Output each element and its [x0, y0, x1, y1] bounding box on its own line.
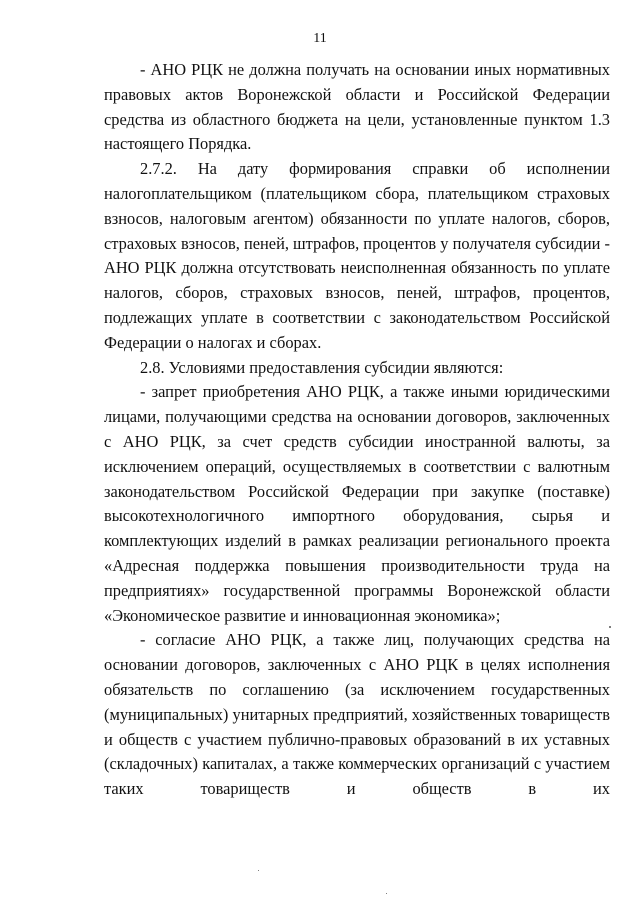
scan-speck	[258, 870, 259, 871]
scan-speck	[609, 626, 611, 628]
paragraph-2-7-2-tax-obligations: 2.7.2. На дату формирования справки об исполнении налогоплательщиком (плательщиком сбора, плательщиком страховых взносов, налоговым агентом) обязанности по уплате налогов, сборов, страховых взносов, пеней, штрафов, процентов у получателя субсидии - АНО РЦК должна отсутствовать неисполненная обязанность по уплате налогов, сборов, страховых взносов, пеней, штрафов, процентов, подлежащих уплате в соответствии с законодательством Российской Федерации о налогах и сборах.	[104, 159, 610, 352]
paragraph-foreign-currency-ban: - запрет приобретения АНО РЦК, а также иными юридическими лицами, получающими средства на основании договоров, заключенных с АНО РЦК, за счет средств субсидии иностранной валюты, за исключением операций, осуществляемых в соответствии с валютным законодательством Российской Федерации при закупке (поставке) высокотехнологичного импортного оборудования, сырья и комплектующих изделий в рамках реализации регионального проекта «Адресная поддержка повышения производительности труда на предприятиях» государственной программы Воронежской области «Экономическое развитие и инновационная экономика»;	[104, 382, 610, 625]
paragraph-2-8-subsidy-conditions: 2.8. Условиями предоставления субсидии являются:	[140, 357, 504, 377]
paragraph-consent-clause: - согласие АНО РЦК, а также лиц, получающих средства на основании договоров, заключенных с АНО РЦК в целях исполнения обязательств по соглашению (за исключением государственных (муниципальных) унитарных предприятий, хозяйственных товариществ и обществ с участием публично-правовых образований в их уставных (складочных) капиталах, а также коммерческих организаций с участием таких товариществ и обществ в их	[104, 630, 610, 799]
document-body	[104, 58, 610, 802]
page-number: 11	[313, 31, 327, 46]
scan-speck	[386, 893, 387, 894]
paragraph-ano-rck-no-other-funding: - АНО РЦК не должна получать на основании иных нормативных правовых актов Воронежской области и Российской Федерации средства из областного бюджета на цели, установленные пунктом 1.3 настоящего Порядка.	[104, 60, 610, 154]
